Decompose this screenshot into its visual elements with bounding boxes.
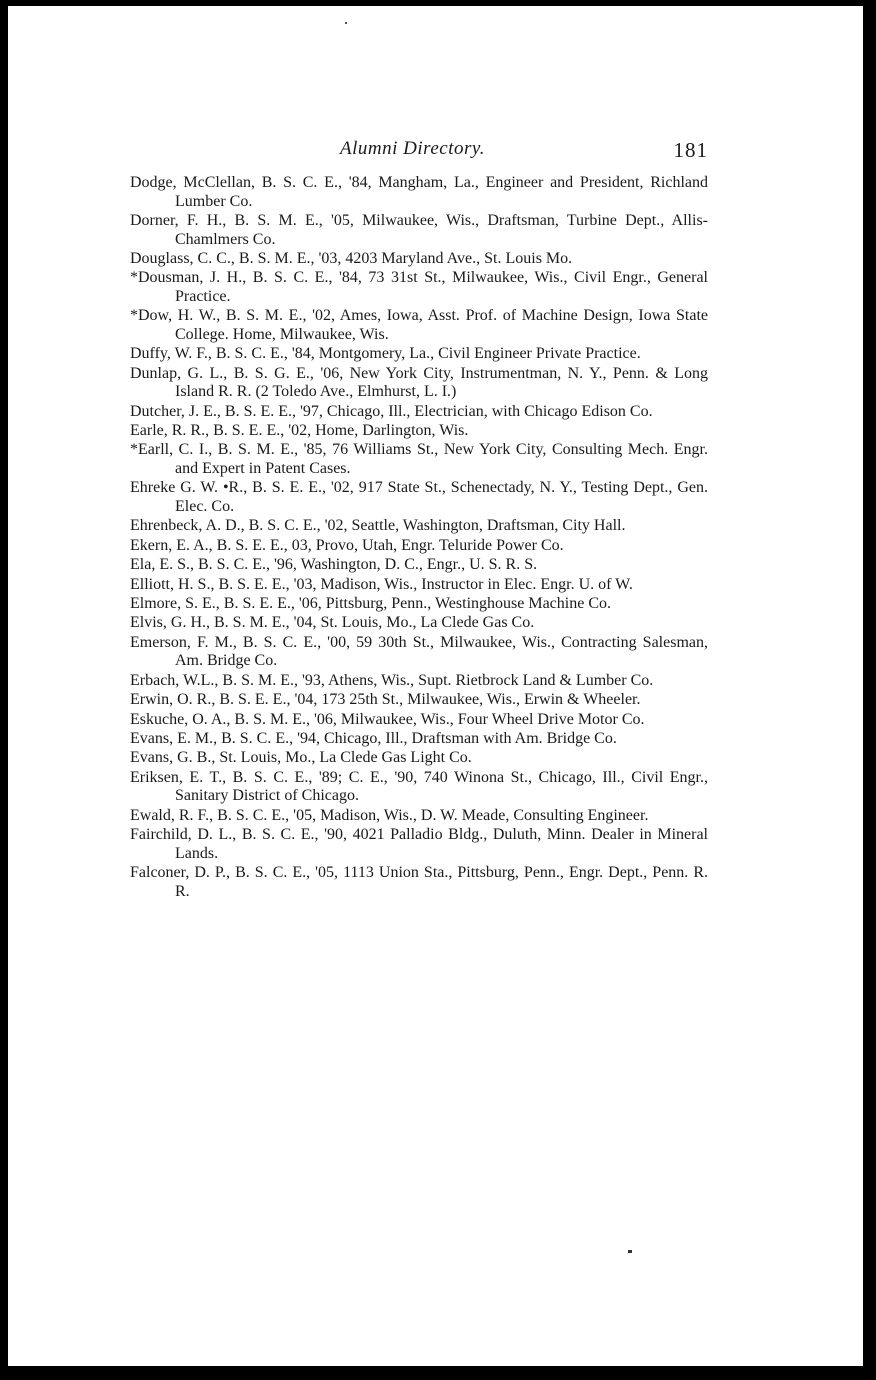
directory-entry: Eriksen, E. T., B. S. C. E., '89; C. E., '90, 740 Winona St., Chicago, Ill., Civil Engr., Sanitary District of Chicago. [130,768,708,805]
directory-entry: *Dow, H. W., B. S. M. E., '02, Ames, Iowa, Asst. Prof. of Machine Design, Iowa State College. Home, Milwaukee, Wis. [130,307,708,343]
directory-entry: Eskuche, O. A., B. S. M. E., '06, Milwaukee, Wis., Four Wheel Drive Motor Co. [130,710,645,728]
directory-entry: Douglass, C. C., B. S. M. E., '03, 4203 Maryland Ave., St. Louis Mo. [130,249,573,267]
running-title: Alumni Directory. [340,138,485,159]
directory-entry: Emerson, F. M., B. S. C. E., '00, 59 30th St., Milwaukee, Wis., Contracting Salesman, Am. Bridge Co. [130,633,708,670]
directory-entry: Dutcher, J. E., B. S. E. E., '97, Chicago, Ill., Electrician, with Chicago Edison Co. [130,402,653,420]
directory-entry: Ekern, E. A., B. S. E. E., 03, Provo, Utah, Engr. Teluride Power Co. [130,536,564,554]
page-number: 181 [673,138,708,162]
directory-entry: Duffy, W. F., B. S. C. E., '84, Montgomery, La., Civil Engineer Private Practice. [130,345,641,363]
ink-speck [628,1250,632,1253]
directory-entry: Ehreke G. W. •R., B. S. E. E., '02, 917 State St., Schenectady, N. Y., Testing Dept., Gen. Elec. Co. [130,479,708,516]
directory-entry: Elliott, H. S., B. S. E. E., '03, Madison, Wis., Instructor in Elec. Engr. U. of W. [130,575,633,593]
directory-entry: Earle, R. R., B. S. E. E., '02, Home, Darlington, Wis. [130,422,469,440]
directory-entry: *Dousman, J. H., B. S. C. E., '84, 73 31st St., Milwaukee, Wis., Civil Engr., General Practice. [130,269,708,305]
scan-border-right [863,0,876,1380]
directory-entry: Ewald, R. F., B. S. C. E., '05, Madison, Wis., D. W. Meade, Consulting Engineer. [130,806,649,824]
directory-entries [130,174,708,902]
directory-entry: Erbach, W.L., B. S. M. E., '93, Athens, Wis., Supt. Rietbrock Land & Lumber Co. [130,671,654,689]
directory-entry: Evans, G. B., St. Louis, Mo., La Clede Gas Light Co. [130,749,472,767]
scan-border-top [0,0,876,6]
directory-entry: Dorner, F. H., B. S. M. E., '05, Milwaukee, Wis., Draftsman, Turbine Dept., Allis-Chamlmers Co. [130,211,708,248]
directory-entry: Dodge, McClellan, B. S. C. E., '84, Mangham, La., Engineer and President, Richland Lumber Co. [130,174,708,210]
directory-entry: Ehrenbeck, A. D., B. S. C. E., '02, Seattle, Washington, Draftsman, City Hall. [130,517,626,535]
directory-entry: Ela, E. S., B. S. C. E., '96, Washington, D. C., Engr., U. S. R. S. [130,556,538,574]
page-header [130,134,710,164]
directory-entry: Falconer, D. P., B. S. C. E., '05, 1113 Union Sta., Pittsburg, Penn., Engr. Dept., Penn. R. R. [130,864,708,900]
scan-border-bottom [0,1366,876,1380]
scan-border-left [0,0,8,1380]
ink-speck [345,22,347,24]
directory-entry: Elvis, G. H., B. S. M. E., '04, St. Louis, Mo., La Clede Gas Co. [130,614,535,632]
directory-entry: Dunlap, G. L., B. S. G. E., '06, New York City, Instrumentman, N. Y., Penn. & Long Island R. R. (2 Toledo Ave., Elmhurst, L. I.) [130,364,708,401]
directory-entry: Elmore, S. E., B. S. E. E., '06, Pittsburg, Penn., Westinghouse Machine Co. [130,595,611,613]
directory-entry: *Earll, C. I., B. S. M. E., '85, 76 Williams St., New York City, Consulting Mech. Engr. and Expert in Patent Cases. [130,441,708,478]
directory-entry: Erwin, O. R., B. S. E. E., '04, 173 25th St., Milwaukee, Wis., Erwin & Wheeler. [130,691,641,709]
directory-entry: Evans, E. M., B. S. C. E., '94, Chicago, Ill., Draftsman with Am. Bridge Co. [130,729,617,747]
directory-entry: Fairchild, D. L., B. S. C. E., '90, 4021 Palladio Bldg., Duluth, Minn. Dealer in Mineral Lands. [130,826,708,862]
